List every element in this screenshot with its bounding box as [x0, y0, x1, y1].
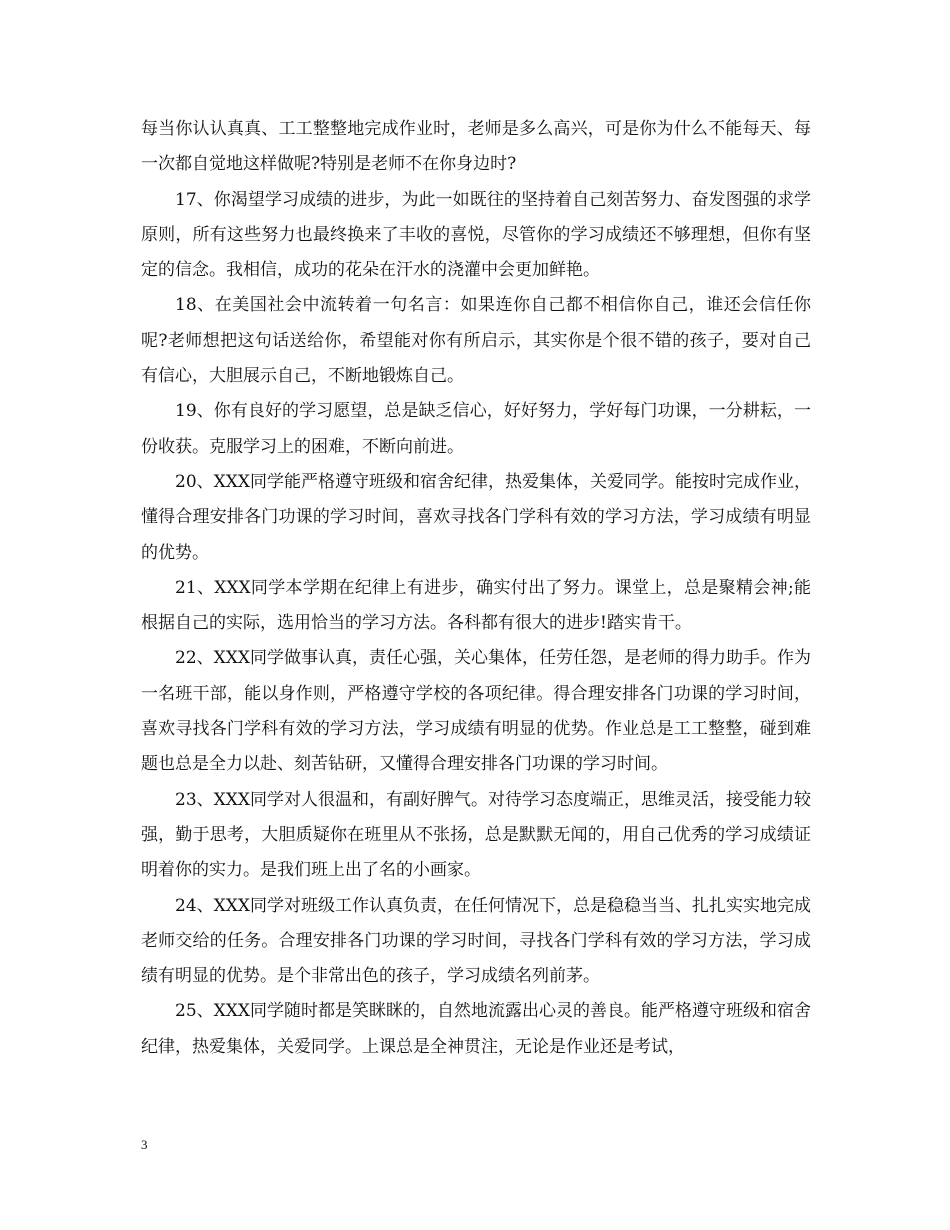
paragraph-comment-25: 25、XXX同学随时都是笑眯眯的，自然地流露出心灵的善良。能严格遵守班级和宿舍纪律，热爱集体，关爱同学。上课总是全神贯注，无论是作业还是考试，	[141, 1001, 811, 1057]
page-number: 3	[141, 1137, 148, 1152]
paragraph-comment-23: 23、XXX同学对人很温和，有副好脾气。对待学习态度端正，思维灵活，接受能力较强，勤于思考，大胆质疑你在班里从不张扬，总是默默无闻的，用自己优秀的学习成绩证明着你的实力。是我们班上出了名的小画家。	[141, 789, 811, 881]
paragraph-comment-24: 24、XXX同学对班级工作认真负责，在任何情况下，总是稳稳当当、扎扎实实地完成老师交给的任务。合理安排各门功课的学习时间，寻找各门学科有效的学习方法，学习成绩有明显的优势。是个非常出色的孩子，学习成绩名列前茅。	[141, 895, 811, 987]
paragraph-comment-18: 18、在美国社会中流转着一句名言：如果连你自己都不相信你自己，谁还会信任你呢?老师想把这句话送给你，希望能对你有所启示，其实你是个很不错的孩子，要对自己有信心，大胆展示自己，不断地锻炼自己。	[141, 295, 811, 387]
paragraph-continuation: 每当你认认真真、工工整整地完成作业时，老师是多么高兴，可是你为什么不能每天、每一次都自觉地这样做呢?特别是老师不在你身边时?	[141, 119, 811, 175]
paragraph-comment-22: 22、XXX同学做事认真，责任心强，关心集体，任劳任怨，是老师的得力助手。作为一名班干部，能以身作则，严格遵守学校的各项纪律。得合理安排各门功课的学习时间，喜欢寻找各门学科有效的学习方法，学习成绩有明显的优势。作业总是工工整整，碰到难题也总是全力以赴、刻苦钻研，又懂得合理安排各门功课的学习时间。	[141, 648, 811, 775]
document-body	[141, 112, 811, 1065]
paragraph-comment-19: 19、你有良好的学习愿望，总是缺乏信心，好好努力，学好每门功课，一分耕耘，一份收获。克服学习上的困难，不断向前进。	[141, 401, 811, 457]
paragraph-comment-17: 17、你渴望学习成绩的进步，为此一如既往的坚持着自己刻苦努力、奋发图强的求学原则，所有这些努力也最终换来了丰收的喜悦，尽管你的学习成绩还不够理想，但你有坚定的信念。我相信，成功的花朵在汗水的浇灌中会更加鲜艳。	[141, 189, 811, 281]
paragraph-comment-20: 20、XXX同学能严格遵守班级和宿舍纪律，热爱集体，关爱同学。能按时完成作业，懂得合理安排各门功课的学习时间，喜欢寻找各门学科有效的学习方法，学习成绩有明显的优势。	[141, 471, 811, 563]
paragraph-comment-21: 21、XXX同学本学期在纪律上有进步，确实付出了努力。课堂上，总是聚精会神;能根据自己的实际，选用恰当的学习方法。各科都有很大的进步!踏实肯干。	[141, 577, 811, 634]
